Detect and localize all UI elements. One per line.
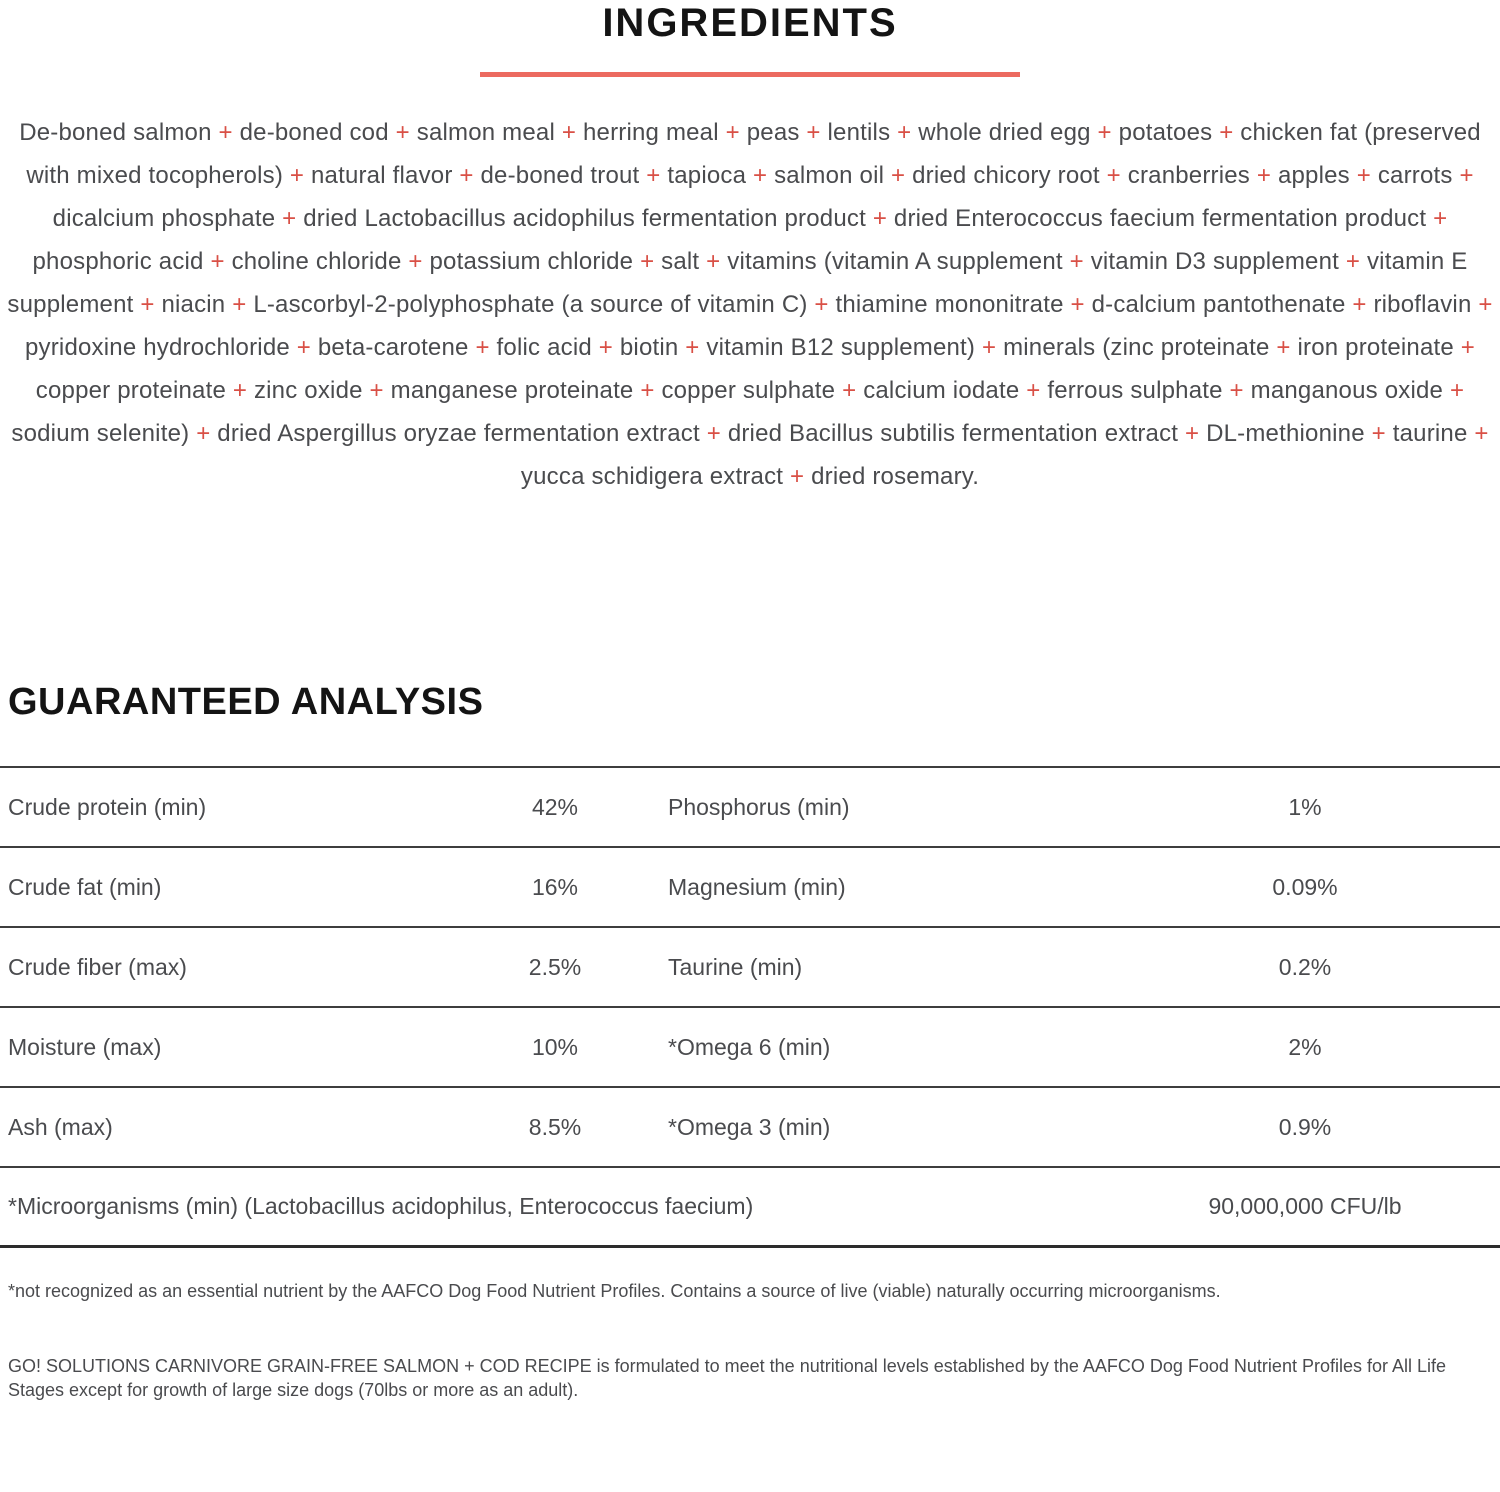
nutrient-label: *Omega 3 (min) bbox=[668, 1113, 831, 1140]
plus-separator: + bbox=[835, 377, 864, 404]
ingredients-list: De-boned salmon + de-boned cod + salmon meal + herring meal + peas + lentils + whole dried egg + potatoes + chicken fat (preserved with mixed tocopherols) + natural flavor + de-boned trout + tapioca + salmon oil + dried chicory root + cranberries + apples + carrots + dicalcium phosphate + dried Lactobacillus acidophilus fermentation product + dried Enterococcus faecium fermentation product + phosphoric acid + choline chloride + potassium chloride + salt + vitamins (vitamin A supplement + vitamin D3 supplement + vitamin E supplement + niacin + L-ascorbyl-2-polyphosphate (a source of vitamin C) + thiamine mononitrate + d-calcium pantothenate + riboflavin + pyridoxine hydrochloride + beta-carotene + folic acid + biotin + vitamin B12 supplement) + minerals (zinc proteinate + iron proteinate + copper proteinate + zinc oxide + manganese proteinate + copper sulphate + calcium iodate + ferrous sulphate + manganous oxide + sodium selenite) + dried Aspergillus oryzae fermentation extract + dried Bacillus subtilis fermentation extract + DL-methionine + taurine + yucca schidigera extract + dried rosemary. bbox=[7, 119, 1493, 490]
nutrient-value: 16% bbox=[531, 873, 579, 900]
plus-separator: + bbox=[1269, 334, 1298, 361]
ingredients-section bbox=[0, 0, 1500, 498]
nutrient-label: Taurine (min) bbox=[668, 953, 803, 980]
nutrient-label: Ash (max) bbox=[8, 1113, 113, 1140]
plus-separator: + bbox=[468, 334, 497, 361]
nutrient-label: Crude fat (min) bbox=[8, 873, 162, 900]
microorganisms-value: 90,000,000 CFU/lb bbox=[1208, 1193, 1402, 1219]
analysis-row bbox=[0, 768, 1500, 848]
plus-separator: + bbox=[452, 162, 481, 189]
guaranteed-analysis-heading: GUARANTEED ANALYSIS bbox=[8, 681, 484, 723]
plus-separator: + bbox=[633, 377, 662, 404]
plus-separator: + bbox=[275, 205, 304, 232]
plus-separator: + bbox=[699, 420, 728, 447]
heading-accent-rule bbox=[480, 72, 1020, 77]
plus-separator: + bbox=[189, 420, 218, 447]
plus-separator: + bbox=[1364, 420, 1393, 447]
plus-separator: + bbox=[1471, 291, 1493, 318]
nutrient-value: 8.5% bbox=[528, 1113, 582, 1140]
analysis-row bbox=[0, 1088, 1500, 1168]
aafco-footnote: *not recognized as an essential nutrient by the AAFCO Dog Food Nutrient Profiles. Contains a source of live (viable) naturally occurring microorganisms. bbox=[8, 1281, 1221, 1301]
plus-separator: + bbox=[1062, 248, 1091, 275]
nutrient-value: 0.09% bbox=[1272, 873, 1338, 900]
nutrient-value: 2.5% bbox=[528, 953, 582, 980]
nutrient-value: 0.9% bbox=[1278, 1113, 1332, 1140]
plus-separator: + bbox=[226, 377, 254, 404]
plus-separator: + bbox=[211, 119, 240, 146]
plus-separator: + bbox=[975, 334, 1004, 361]
nutrient-label: Moisture (max) bbox=[8, 1033, 162, 1060]
plus-separator: + bbox=[1099, 162, 1128, 189]
plus-separator: + bbox=[283, 162, 311, 189]
plus-separator: + bbox=[1345, 291, 1374, 318]
plus-separator: + bbox=[1090, 119, 1119, 146]
plus-separator: + bbox=[678, 334, 707, 361]
plus-separator: + bbox=[133, 291, 162, 318]
plus-separator: + bbox=[783, 463, 812, 490]
nutrient-value: 0.2% bbox=[1278, 953, 1332, 980]
plus-separator: + bbox=[699, 248, 728, 275]
nutrient-label: Crude fiber (max) bbox=[8, 953, 187, 980]
formulation-statement: GO! SOLUTIONS CARNIVORE GRAIN-FREE SALMON + COD RECIPE is formulated to meet the nutritional levels established by the AAFCO Dog Food Nutrient Profiles for All Life Stages except for growth of large size dogs (70lbs or more as an adult). bbox=[8, 1356, 1447, 1400]
nutrient-value: 10% bbox=[531, 1033, 579, 1060]
plus-separator: + bbox=[203, 248, 232, 275]
plus-separator: + bbox=[555, 119, 583, 146]
plus-separator: + bbox=[865, 205, 894, 232]
plus-separator: + bbox=[1212, 119, 1241, 146]
guaranteed-analysis-section bbox=[0, 680, 1500, 1402]
nutrient-label: Magnesium (min) bbox=[668, 873, 846, 900]
plus-separator: + bbox=[225, 291, 254, 318]
nutrient-value: 1% bbox=[1288, 793, 1322, 820]
microorganisms-label: *Microorganisms (min) (Lactobacillus acidophilus, Enterococcus faecium) bbox=[8, 1193, 754, 1219]
nutrient-label: *Omega 6 (min) bbox=[668, 1033, 831, 1060]
analysis-row bbox=[0, 848, 1500, 928]
plus-separator: + bbox=[799, 119, 828, 146]
plus-separator: + bbox=[362, 377, 391, 404]
plus-separator: + bbox=[1443, 377, 1465, 404]
plus-separator: + bbox=[746, 162, 775, 189]
plus-separator: + bbox=[1467, 420, 1489, 447]
plus-separator: + bbox=[639, 162, 668, 189]
nutrient-value: 2% bbox=[1288, 1033, 1322, 1060]
plus-separator: + bbox=[718, 119, 747, 146]
plus-separator: + bbox=[1250, 162, 1278, 189]
nutrient-value: 42% bbox=[531, 793, 579, 820]
plus-separator: + bbox=[1019, 377, 1048, 404]
plus-separator: + bbox=[633, 248, 662, 275]
nutrient-label: Crude protein (min) bbox=[8, 793, 207, 820]
plus-separator: + bbox=[1426, 205, 1448, 232]
plus-separator: + bbox=[1339, 248, 1367, 275]
analysis-row bbox=[0, 928, 1500, 1008]
plus-separator: + bbox=[1178, 420, 1207, 447]
plus-separator: + bbox=[289, 334, 318, 361]
plus-separator: + bbox=[1452, 162, 1474, 189]
plus-separator: + bbox=[1222, 377, 1251, 404]
plus-separator: + bbox=[401, 248, 430, 275]
ingredients-heading: INGREDIENTS bbox=[602, 1, 898, 45]
analysis-row bbox=[0, 1008, 1500, 1088]
plus-separator: + bbox=[1453, 334, 1476, 361]
plus-separator: + bbox=[388, 119, 417, 146]
plus-separator: + bbox=[591, 334, 620, 361]
guaranteed-analysis-table bbox=[0, 766, 1500, 1168]
plus-separator: + bbox=[890, 119, 919, 146]
microorganisms-row bbox=[0, 1168, 1500, 1248]
plus-separator: + bbox=[884, 162, 913, 189]
plus-separator: + bbox=[807, 291, 836, 318]
plus-separator: + bbox=[1349, 162, 1378, 189]
plus-separator: + bbox=[1063, 291, 1092, 318]
nutrient-label: Phosphorus (min) bbox=[668, 793, 850, 820]
